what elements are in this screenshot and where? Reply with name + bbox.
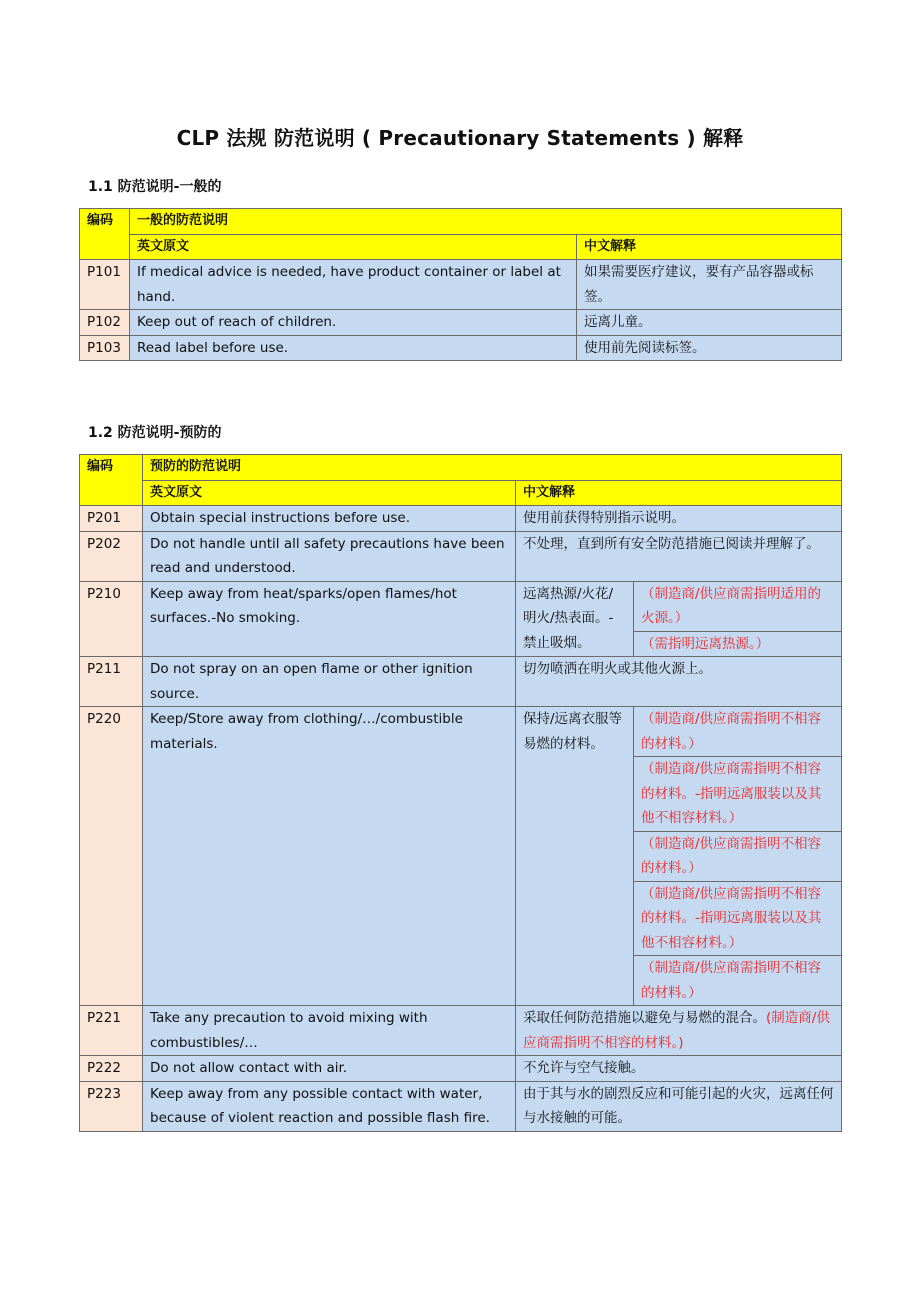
table-row: [80, 335, 842, 361]
page-title: CLP 法规 防范说明 ( Precautionary Statements ) 解释: [176, 126, 744, 150]
table-header-row: [80, 455, 842, 481]
table-subheader-row: [80, 234, 842, 260]
row-chinese: 不允许与空气接触。: [516, 1056, 842, 1082]
row-english: Read label before use.: [130, 335, 577, 361]
row-code: P202: [80, 531, 143, 581]
row-chinese: 远离儿童。: [577, 310, 842, 336]
group-header: 一般的防范说明: [130, 209, 842, 235]
table-row: [80, 1081, 842, 1131]
row-code: P210: [80, 581, 143, 657]
row-note: （需指明远离热源。）: [634, 631, 842, 657]
row-english: Keep away from heat/sparks/open flames/hot surfaces.-No smoking.: [143, 581, 516, 657]
row-chinese: 如果需要医疗建议，要有产品容器或标签。: [577, 260, 842, 310]
row-note: （制造商/供应商需指明不相容的材料。）: [634, 707, 842, 757]
table-header-row: [80, 209, 842, 235]
row-note: （制造商/供应商需指明适用的火源。）: [634, 581, 842, 631]
row-code: P101: [80, 260, 130, 310]
row-note: （制造商/供应商需指明不相容的材料。-指明远离服装以及其他不相容材料。）: [634, 881, 842, 956]
row-code: P220: [80, 707, 143, 1006]
row-code: P221: [80, 1006, 143, 1056]
row-chinese-text: 采取任何防范措施以避免与易燃的混合。: [523, 1010, 766, 1026]
row-chinese: 不处理，直到所有安全防范措施已阅读并理解了。: [516, 531, 842, 581]
prevention-precautions-table: [79, 454, 842, 1132]
row-english: Do not allow contact with air.: [143, 1056, 516, 1082]
row-english: If medical advice is needed, have product container or label at hand.: [130, 260, 577, 310]
en-header: 英文原文: [143, 480, 516, 506]
row-english: Do not spray on an open flame or other ignition source.: [143, 657, 516, 707]
row-english: Obtain special instructions before use.: [143, 506, 516, 532]
row-chinese: 远离热源/火花/明火/热表面。-禁止吸烟。: [516, 581, 634, 657]
row-english: Keep/Store away from clothing/…/combustible materials.: [143, 707, 516, 1006]
row-code: P211: [80, 657, 143, 707]
row-note: （制造商/供应商需指明不相容的材料。）: [634, 956, 842, 1006]
row-chinese: 使用前获得特别指示说明。: [516, 506, 842, 532]
row-chinese: [516, 1006, 842, 1056]
row-english: Take any precaution to avoid mixing with combustibles/…: [143, 1006, 516, 1056]
table-row: [80, 531, 842, 581]
row-chinese: 保持/远离衣服等易燃的材料。: [516, 707, 634, 1006]
code-header: 编码: [80, 455, 143, 506]
row-english: Keep out of reach of children.: [130, 310, 577, 336]
table-row: [80, 260, 842, 310]
row-chinese: 切勿喷洒在明火或其他火源上。: [516, 657, 842, 707]
code-header: 编码: [80, 209, 130, 260]
row-chinese: 由于其与水的剧烈反应和可能引起的火灾，远离任何与水接触的可能。: [516, 1081, 842, 1131]
row-code: P223: [80, 1081, 143, 1131]
row-code: P222: [80, 1056, 143, 1082]
table-row: [80, 1056, 842, 1082]
cn-header: 中文解释: [577, 234, 842, 260]
table-row: [80, 707, 842, 757]
cn-header: 中文解释: [516, 480, 842, 506]
row-note: (制造商/供应商需指明不相容的材料。): [523, 1010, 830, 1051]
table-row: [80, 657, 842, 707]
table-row: [80, 506, 842, 532]
row-code: P103: [80, 335, 130, 361]
row-note: （制造商/供应商需指明不相容的材料。-指明远离服装以及其他不相容材料。）: [634, 757, 842, 832]
row-english: Do not handle until all safety precautions have been read and understood.: [143, 531, 516, 581]
row-code: P201: [80, 506, 143, 532]
section-heading-general: 1.1 防范说明-一般的: [88, 179, 222, 195]
general-precautions-table: [79, 208, 842, 361]
row-code: P102: [80, 310, 130, 336]
group-header: 预防的防范说明: [143, 455, 842, 481]
en-header: 英文原文: [130, 234, 577, 260]
section-heading-prevention: 1.2 防范说明-预防的: [88, 425, 222, 441]
table-row: [80, 581, 842, 631]
row-note: （制造商/供应商需指明不相容的材料。）: [634, 831, 842, 881]
table-row: [80, 310, 842, 336]
row-english: Keep away from any possible contact with water, because of violent reaction and possible flash fire.: [143, 1081, 516, 1131]
table-row: [80, 1006, 842, 1056]
table-subheader-row: [80, 480, 842, 506]
row-chinese: 使用前先阅读标签。: [577, 335, 842, 361]
